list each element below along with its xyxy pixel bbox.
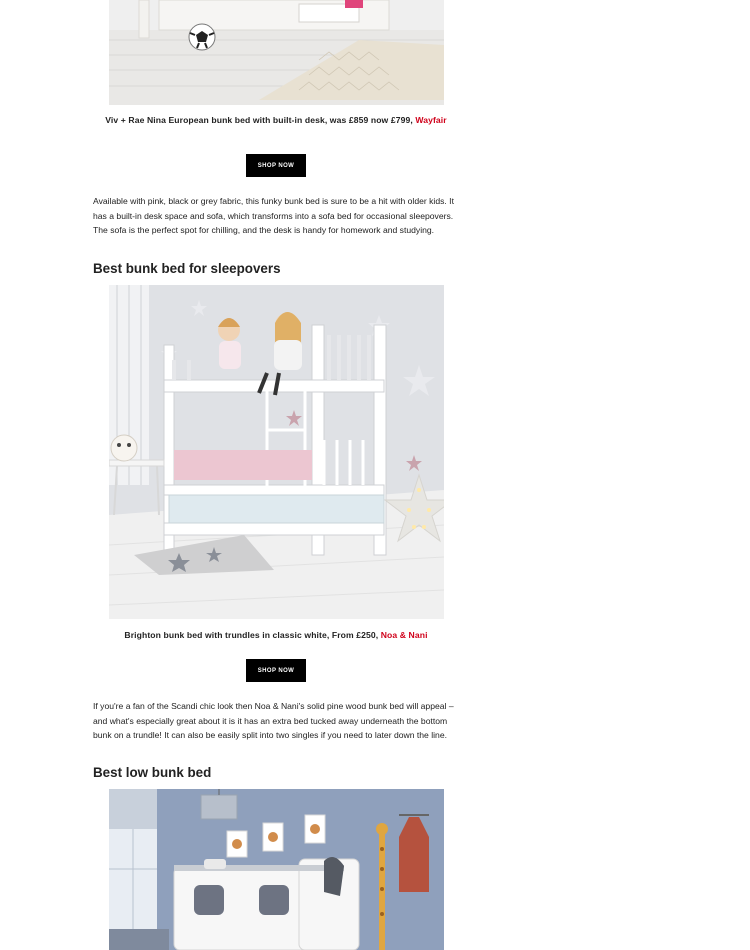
product-caption (93, 115, 459, 125)
retailer-link-wayfair[interactable]: Wayfair (415, 115, 447, 125)
section-heading: Best low bunk bed (93, 765, 212, 780)
product-caption (93, 630, 459, 640)
product-image-low-bunk-bed (109, 789, 444, 950)
shop-now-button[interactable]: SHOP NOW (246, 659, 306, 682)
product-image-viv-rae-bunk-bed (109, 0, 444, 105)
product-description: If you're a fan of the Scandi chic look then Noa & Nani's solid pine wood bunk bed will appeal – and what's especially great about it is it has an extra bed tucked away underneath the bottom bunk on a trundle! It can also be easily split into two singles if you need to later down the line. (93, 701, 454, 740)
retailer-link-noa-nani[interactable]: Noa & Nani (380, 630, 428, 640)
product-description: Available with pink, black or grey fabric, this funky bunk bed is sure to be a hit with older kids. It has a built-in desk space and sofa, which transforms into a sofa bed for occasional sleepovers. The sofa is the perfect spot for chilling, and the desk is handy for homework and studying. (93, 196, 454, 235)
product-image-brighton-bunk-bed (109, 285, 444, 619)
caption-text: Brighton bunk bed with trundles in classic white, From £250, (124, 630, 381, 640)
caption-text: Viv + Rae Nina European bunk bed with built-in desk, was £859 now £799, (105, 115, 416, 125)
section-heading: Best bunk bed for sleepovers (93, 261, 281, 276)
shop-now-button[interactable]: SHOP NOW (246, 154, 306, 177)
